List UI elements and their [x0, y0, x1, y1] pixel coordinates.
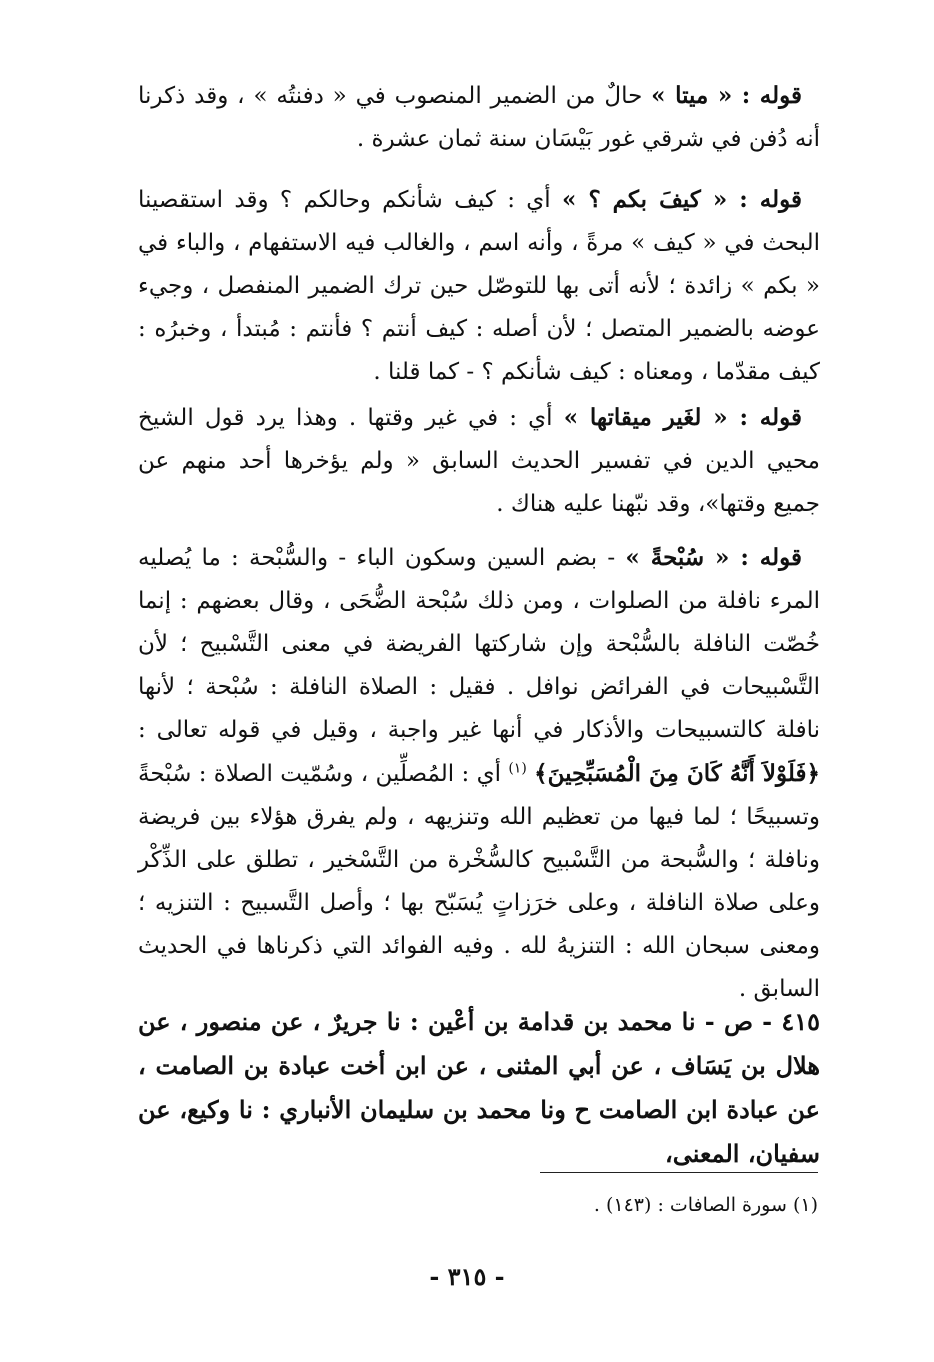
commentary-paragraph-3: [138, 396, 820, 526]
footnote-divider: [540, 1172, 818, 1173]
page-number: - ٣١٥ -: [429, 1262, 505, 1291]
footnote-reference: (١): [508, 760, 527, 777]
paragraph-label: قوله : « لغَير ميقاتها »: [563, 404, 802, 431]
hadith-chain-paragraph: [138, 1000, 820, 1176]
quran-verse: ﴿فَلَوْلاَ أَنَّهُ كَانَ مِنَ الْمُسَبِّحِينَ﴾: [534, 760, 820, 787]
paragraph-body: أي : في غير وقتها . وهذا يرد قول الشيخ محيي الدين في تفسير الحديث السابق « ولم يؤخرها أحد منهم عن جميع وقتها»، وقد نبّهنا عليه هناك .: [138, 405, 820, 517]
commentary-paragraph-1: [138, 74, 820, 161]
paragraph-body: أي : كيف شأنكم وحالكم ؟ وقد استقصينا البحث في « كيف » مرةً ، وأنه اسم ، والغالب فيه الاستفهام ، والباء في « بكم » زائدة ؛ لأنه أتى بها للتوصّل حين ترك الضمير المنفصل ، وجيء عوضه بالضمير المتصل ؛ لأن أصله : كيف أنتم ؟ فأنتم : مُبتدأ ، وخبرُه : كيف مقدّما ، ومعناه : كيف شأنكم ؟ - كما قلنا .: [138, 187, 820, 385]
footnote: (١) سورة الصافات : (١٤٣) .: [593, 1194, 818, 1216]
hadith-chain-text: ٤١٥ - ص - نا محمد بن قدامة بن أعْين : نا جريرٌ ، عن منصور ، عن هلال بن يَسَاف ، عن أبي المثنى ، عن ابن أخت عبادة بن الصامت ، عن عبادة ابن الصامت ح ونا محمد بن سليمان الأنباري : نا وكيع، عن سفيان، المعنى،: [138, 1007, 820, 1168]
paragraph-label: قوله : « سُبْحةً »: [625, 544, 803, 571]
paragraph-body: حالٌ من الضمير المنصوب في « دفنتُه » ، وقد ذكرنا أنه دُفن في شرقي غور بَيْسَان سنة ثمان عشرة .: [138, 83, 820, 152]
paragraph-label: قوله : « كيفَ بكم ؟ »: [562, 186, 802, 213]
paragraph-label: قوله : « ميتا »: [651, 82, 803, 109]
commentary-paragraph-4: [138, 536, 820, 1011]
paragraph-body-continued: أي : المُصلِّين ، وسُمّيت الصلاة : سُبْحةً وتسبيحًا ؛ لما فيها من تعظيم الله وتنزيهه ، ولم يفرق هؤلاء بين فريضة ونافلة ؛ والسُّبحة من التَّسْبيح كالسُّخْرة من التَّسْخير ، تطلق على الذِّكْر وعلى صلاة النافلة ، وعلى خرَزاتٍ يُسَبّح بها ؛ وأصل التَّسبيح : التنزيه ؛ ومعنى سبحان الله : التنزيهُ لله . وفيه الفوائد التي ذكرناها في الحديث السابق .: [138, 761, 820, 1002]
commentary-paragraph-2: [138, 178, 820, 394]
paragraph-body: - بضم السين وسكون الباء - والسُّبْحة : ما يُصليه المرء نافلة من الصلوات ، ومن ذلك سُبْحة الضُّحَى ، وقال بعضهم : إنما خُصّت النافلة بالسُّبْحة وإن شاركتها الفريضة في معنى التَّسْبيح ؛ لأن التَّسْبيحات في الفرائض نوافل . فقيل : الصلاة النافلة : سُبْحة ؛ لأنها نافلة كالتسبيحات والأذكار في أنها غير واجبة ، وقيل في قوله تعالى :: [138, 545, 820, 743]
